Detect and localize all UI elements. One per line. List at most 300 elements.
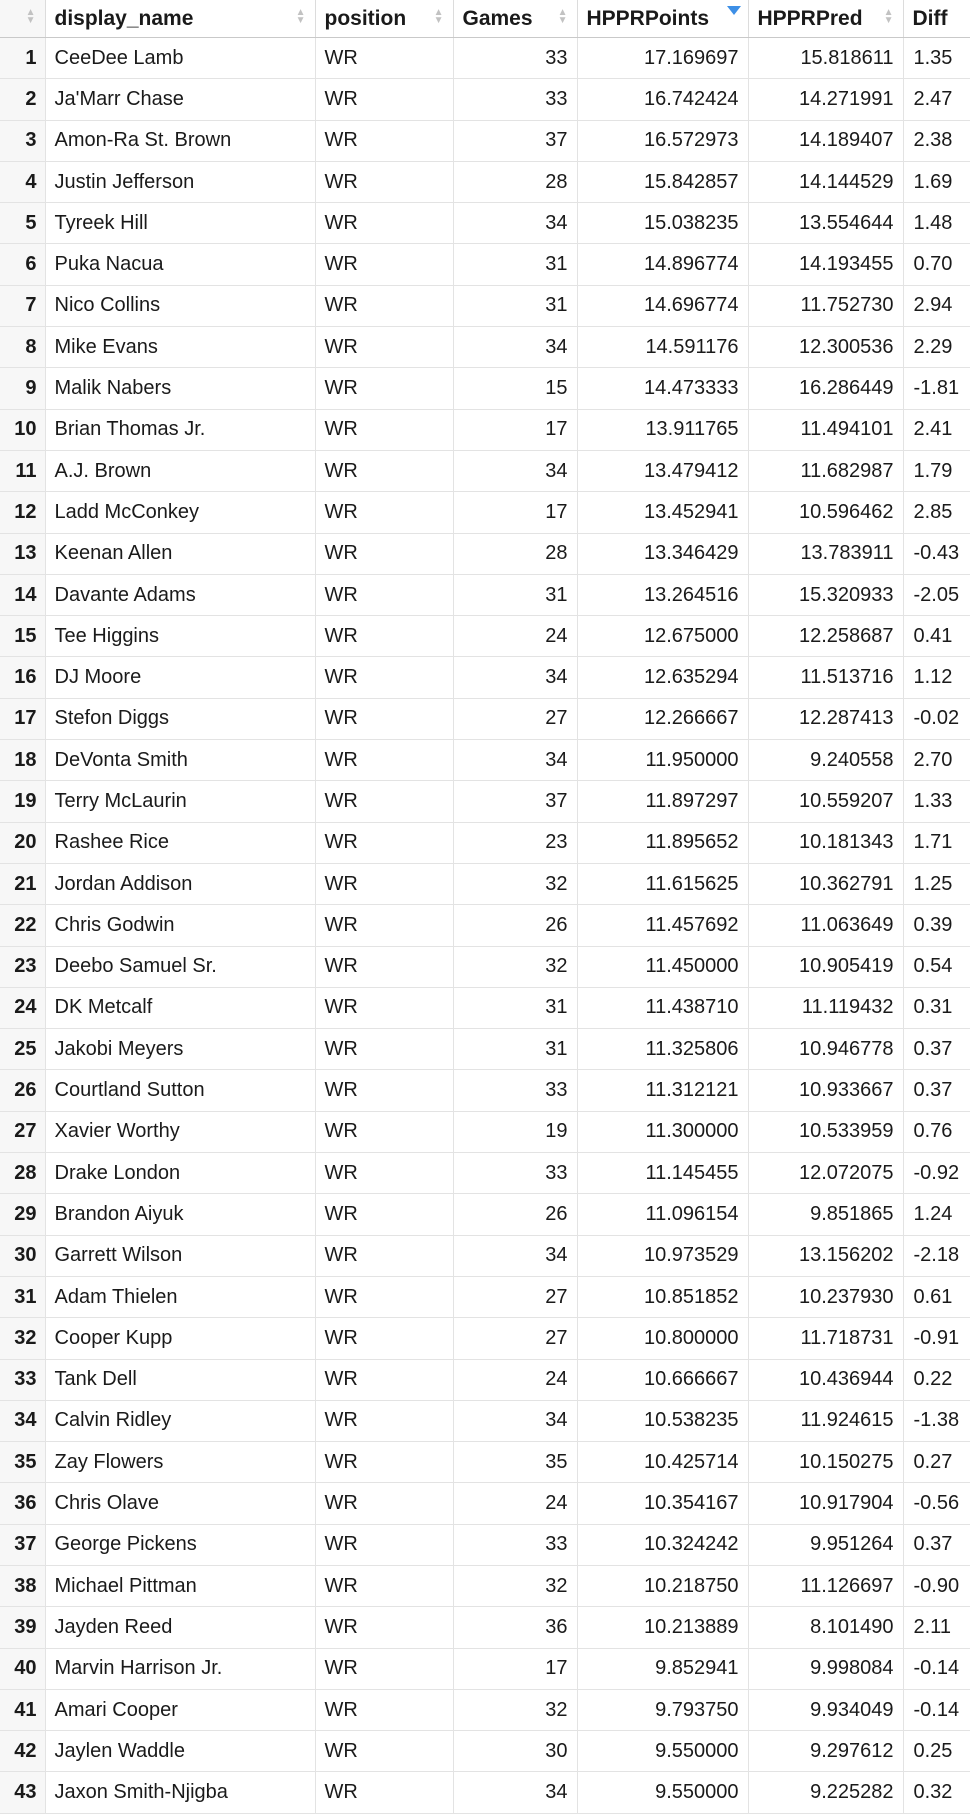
column-header-hpprpoints[interactable] bbox=[577, 0, 748, 38]
table-body bbox=[0, 38, 970, 1814]
cell-games: 37 bbox=[453, 120, 577, 161]
table-row[interactable] bbox=[0, 781, 970, 822]
cell-hpprpoints: 12.635294 bbox=[577, 657, 748, 698]
cell-hpprpoints: 11.438710 bbox=[577, 987, 748, 1028]
row-index-header[interactable] bbox=[0, 0, 45, 38]
cell-position: WR bbox=[315, 409, 453, 450]
cell-hpprpoints: 15.038235 bbox=[577, 203, 748, 244]
cell-diff: 2.11 bbox=[903, 1607, 970, 1648]
cell-hpprpoints: 10.324242 bbox=[577, 1524, 748, 1565]
cell-hpprpred: 15.818611 bbox=[748, 38, 903, 79]
cell-games: 34 bbox=[453, 450, 577, 491]
row-index: 26 bbox=[0, 1070, 45, 1111]
cell-position: WR bbox=[315, 616, 453, 657]
cell-hpprpoints: 14.696774 bbox=[577, 285, 748, 326]
table-row[interactable] bbox=[0, 38, 970, 79]
row-index: 13 bbox=[0, 533, 45, 574]
table-row[interactable] bbox=[0, 1318, 970, 1359]
column-header-label: Games bbox=[462, 6, 533, 30]
cell-hpprpred: 12.072075 bbox=[748, 1153, 903, 1194]
table-row[interactable] bbox=[0, 492, 970, 533]
column-header-label: HPPRPoints bbox=[586, 6, 710, 30]
cell-hpprpred: 9.851865 bbox=[748, 1194, 903, 1235]
cell-position: WR bbox=[315, 1276, 453, 1317]
cell-games: 31 bbox=[453, 574, 577, 615]
cell-games: 34 bbox=[453, 657, 577, 698]
cell-position: WR bbox=[315, 79, 453, 120]
cell-games: 33 bbox=[453, 1153, 577, 1194]
cell-hpprpred: 10.237930 bbox=[748, 1276, 903, 1317]
cell-diff: 2.29 bbox=[903, 327, 970, 368]
cell-hpprpred: 9.998084 bbox=[748, 1648, 903, 1689]
table-row[interactable] bbox=[0, 1442, 970, 1483]
cell-hpprpoints: 16.742424 bbox=[577, 79, 748, 120]
cell-display-name: Jordan Addison bbox=[45, 863, 315, 904]
cell-display-name: Nico Collins bbox=[45, 285, 315, 326]
cell-games: 27 bbox=[453, 1318, 577, 1359]
cell-display-name: Jaylen Waddle bbox=[45, 1731, 315, 1772]
cell-diff: -1.81 bbox=[903, 368, 970, 409]
cell-display-name: Stefon Diggs bbox=[45, 698, 315, 739]
cell-diff: 0.37 bbox=[903, 1070, 970, 1111]
table-row[interactable] bbox=[0, 1772, 970, 1813]
cell-games: 28 bbox=[453, 161, 577, 202]
cell-position: WR bbox=[315, 1648, 453, 1689]
row-index: 37 bbox=[0, 1524, 45, 1565]
table-row[interactable] bbox=[0, 244, 970, 285]
table-row[interactable] bbox=[0, 1607, 970, 1648]
cell-games: 24 bbox=[453, 1359, 577, 1400]
cell-position: WR bbox=[315, 905, 453, 946]
cell-hpprpred: 11.119432 bbox=[748, 987, 903, 1028]
cell-diff: -0.56 bbox=[903, 1483, 970, 1524]
cell-diff: 2.47 bbox=[903, 79, 970, 120]
cell-games: 34 bbox=[453, 203, 577, 244]
cell-display-name: Ladd McConkey bbox=[45, 492, 315, 533]
sort-descending-icon bbox=[727, 6, 741, 15]
cell-diff: 1.33 bbox=[903, 781, 970, 822]
cell-display-name: Amari Cooper bbox=[45, 1689, 315, 1730]
cell-hpprpoints: 10.218750 bbox=[577, 1565, 748, 1606]
cell-position: WR bbox=[315, 1731, 453, 1772]
cell-hpprpred: 11.494101 bbox=[748, 409, 903, 450]
cell-position: WR bbox=[315, 1194, 453, 1235]
cell-hpprpoints: 10.851852 bbox=[577, 1276, 748, 1317]
cell-hpprpred: 11.063649 bbox=[748, 905, 903, 946]
cell-display-name: Calvin Ridley bbox=[45, 1400, 315, 1441]
column-header-label: HPPRPred bbox=[757, 6, 863, 30]
row-index: 22 bbox=[0, 905, 45, 946]
cell-display-name: Brian Thomas Jr. bbox=[45, 409, 315, 450]
table-row[interactable] bbox=[0, 616, 970, 657]
cell-display-name: Puka Nacua bbox=[45, 244, 315, 285]
cell-hpprpred: 12.300536 bbox=[748, 327, 903, 368]
cell-hpprpred: 12.258687 bbox=[748, 616, 903, 657]
table-row[interactable] bbox=[0, 533, 970, 574]
cell-diff: -0.02 bbox=[903, 698, 970, 739]
cell-display-name: Tee Higgins bbox=[45, 616, 315, 657]
cell-display-name: George Pickens bbox=[45, 1524, 315, 1565]
cell-display-name: Malik Nabers bbox=[45, 368, 315, 409]
cell-display-name: Zay Flowers bbox=[45, 1442, 315, 1483]
table-row[interactable] bbox=[0, 203, 970, 244]
cell-hpprpred: 10.946778 bbox=[748, 1029, 903, 1070]
cell-position: WR bbox=[315, 1565, 453, 1606]
table-row[interactable] bbox=[0, 450, 970, 491]
cell-display-name: Michael Pittman bbox=[45, 1565, 315, 1606]
cell-diff: 0.27 bbox=[903, 1442, 970, 1483]
table-row[interactable] bbox=[0, 822, 970, 863]
cell-position: WR bbox=[315, 1318, 453, 1359]
cell-games: 35 bbox=[453, 1442, 577, 1483]
cell-display-name: Justin Jefferson bbox=[45, 161, 315, 202]
cell-diff: 0.54 bbox=[903, 946, 970, 987]
cell-hpprpred: 10.596462 bbox=[748, 492, 903, 533]
cell-games: 33 bbox=[453, 1070, 577, 1111]
cell-hpprpoints: 10.800000 bbox=[577, 1318, 748, 1359]
cell-games: 34 bbox=[453, 1400, 577, 1441]
cell-games: 31 bbox=[453, 987, 577, 1028]
row-index: 3 bbox=[0, 120, 45, 161]
cell-display-name: Adam Thielen bbox=[45, 1276, 315, 1317]
sort-icon: ▲ ▼ bbox=[883, 7, 894, 26]
cell-display-name: Amon-Ra St. Brown bbox=[45, 120, 315, 161]
cell-display-name: Terry McLaurin bbox=[45, 781, 315, 822]
row-index: 17 bbox=[0, 698, 45, 739]
cell-diff: 2.94 bbox=[903, 285, 970, 326]
cell-hpprpoints: 13.346429 bbox=[577, 533, 748, 574]
cell-diff: 0.76 bbox=[903, 1111, 970, 1152]
cell-hpprpred: 12.287413 bbox=[748, 698, 903, 739]
cell-display-name: Deebo Samuel Sr. bbox=[45, 946, 315, 987]
cell-hpprpred: 10.917904 bbox=[748, 1483, 903, 1524]
sort-icon: ▲ ▼ bbox=[557, 7, 568, 26]
cell-position: WR bbox=[315, 574, 453, 615]
row-index: 21 bbox=[0, 863, 45, 904]
cell-hpprpred: 11.924615 bbox=[748, 1400, 903, 1441]
cell-position: WR bbox=[315, 120, 453, 161]
column-header-label: position bbox=[324, 6, 407, 30]
cell-hpprpred: 16.286449 bbox=[748, 368, 903, 409]
cell-diff: 1.48 bbox=[903, 203, 970, 244]
cell-display-name: Xavier Worthy bbox=[45, 1111, 315, 1152]
cell-display-name: Tank Dell bbox=[45, 1359, 315, 1400]
cell-diff: 0.37 bbox=[903, 1524, 970, 1565]
cell-hpprpred: 8.101490 bbox=[748, 1607, 903, 1648]
cell-games: 31 bbox=[453, 244, 577, 285]
column-header-label: display_name bbox=[54, 6, 194, 30]
cell-hpprpoints: 10.425714 bbox=[577, 1442, 748, 1483]
table-row[interactable] bbox=[0, 1565, 970, 1606]
cell-display-name: DeVonta Smith bbox=[45, 740, 315, 781]
cell-position: WR bbox=[315, 1359, 453, 1400]
cell-games: 33 bbox=[453, 1524, 577, 1565]
cell-hpprpred: 11.126697 bbox=[748, 1565, 903, 1606]
table-row[interactable] bbox=[0, 863, 970, 904]
cell-games: 37 bbox=[453, 781, 577, 822]
cell-diff: 0.37 bbox=[903, 1029, 970, 1070]
cell-diff: 1.71 bbox=[903, 822, 970, 863]
table-row[interactable] bbox=[0, 1276, 970, 1317]
table-row[interactable] bbox=[0, 698, 970, 739]
row-index: 7 bbox=[0, 285, 45, 326]
table-row[interactable] bbox=[0, 1235, 970, 1276]
row-index: 35 bbox=[0, 1442, 45, 1483]
row-index: 31 bbox=[0, 1276, 45, 1317]
cell-hpprpred: 14.144529 bbox=[748, 161, 903, 202]
table-row[interactable] bbox=[0, 1689, 970, 1730]
cell-games: 27 bbox=[453, 698, 577, 739]
column-header-games[interactable] bbox=[453, 0, 577, 38]
cell-hpprpoints: 11.096154 bbox=[577, 1194, 748, 1235]
cell-diff: -0.91 bbox=[903, 1318, 970, 1359]
cell-diff: 1.79 bbox=[903, 450, 970, 491]
sort-icon: ▲ ▼ bbox=[25, 7, 36, 26]
cell-diff: 2.70 bbox=[903, 740, 970, 781]
row-index: 11 bbox=[0, 450, 45, 491]
cell-display-name: Ja'Marr Chase bbox=[45, 79, 315, 120]
cell-hpprpoints: 9.852941 bbox=[577, 1648, 748, 1689]
cell-games: 33 bbox=[453, 79, 577, 120]
cell-diff: 2.85 bbox=[903, 492, 970, 533]
table-row[interactable] bbox=[0, 285, 970, 326]
table-row[interactable] bbox=[0, 161, 970, 202]
table-row[interactable] bbox=[0, 1111, 970, 1152]
cell-diff: 0.70 bbox=[903, 244, 970, 285]
cell-position: WR bbox=[315, 1607, 453, 1648]
cell-position: WR bbox=[315, 1235, 453, 1276]
cell-hpprpoints: 12.675000 bbox=[577, 616, 748, 657]
cell-position: WR bbox=[315, 1400, 453, 1441]
row-index: 9 bbox=[0, 368, 45, 409]
cell-diff: 0.32 bbox=[903, 1772, 970, 1813]
cell-hpprpoints: 13.264516 bbox=[577, 574, 748, 615]
sort-icon: ▲ ▼ bbox=[433, 7, 444, 26]
cell-display-name: Jayden Reed bbox=[45, 1607, 315, 1648]
cell-position: WR bbox=[315, 657, 453, 698]
cell-diff: 2.38 bbox=[903, 120, 970, 161]
sort-icon: ▲ ▼ bbox=[295, 7, 306, 26]
cell-position: WR bbox=[315, 987, 453, 1028]
cell-hpprpred: 10.150275 bbox=[748, 1442, 903, 1483]
cell-games: 34 bbox=[453, 1235, 577, 1276]
row-index: 20 bbox=[0, 822, 45, 863]
cell-hpprpoints: 11.312121 bbox=[577, 1070, 748, 1111]
row-index: 39 bbox=[0, 1607, 45, 1648]
cell-hpprpred: 9.951264 bbox=[748, 1524, 903, 1565]
cell-hpprpoints: 9.793750 bbox=[577, 1689, 748, 1730]
cell-hpprpoints: 13.452941 bbox=[577, 492, 748, 533]
cell-hpprpoints: 11.300000 bbox=[577, 1111, 748, 1152]
cell-hpprpred: 9.240558 bbox=[748, 740, 903, 781]
cell-hpprpoints: 11.145455 bbox=[577, 1153, 748, 1194]
cell-games: 26 bbox=[453, 905, 577, 946]
table-row[interactable] bbox=[0, 368, 970, 409]
row-index: 16 bbox=[0, 657, 45, 698]
cell-display-name: DK Metcalf bbox=[45, 987, 315, 1028]
table-row[interactable] bbox=[0, 1070, 970, 1111]
table-row[interactable] bbox=[0, 1400, 970, 1441]
table-row[interactable] bbox=[0, 120, 970, 161]
cell-display-name: DJ Moore bbox=[45, 657, 315, 698]
cell-display-name: Chris Olave bbox=[45, 1483, 315, 1524]
cell-hpprpoints: 9.550000 bbox=[577, 1772, 748, 1813]
cell-hpprpred: 14.193455 bbox=[748, 244, 903, 285]
row-index: 10 bbox=[0, 409, 45, 450]
table-row[interactable] bbox=[0, 657, 970, 698]
table-row[interactable] bbox=[0, 946, 970, 987]
cell-display-name: A.J. Brown bbox=[45, 450, 315, 491]
table-row[interactable] bbox=[0, 79, 970, 120]
cell-games: 15 bbox=[453, 368, 577, 409]
cell-hpprpoints: 11.457692 bbox=[577, 905, 748, 946]
cell-hpprpoints: 10.666667 bbox=[577, 1359, 748, 1400]
cell-hpprpoints: 15.842857 bbox=[577, 161, 748, 202]
cell-display-name: Cooper Kupp bbox=[45, 1318, 315, 1359]
cell-games: 34 bbox=[453, 327, 577, 368]
table-row[interactable] bbox=[0, 1731, 970, 1772]
cell-display-name: Marvin Harrison Jr. bbox=[45, 1648, 315, 1689]
cell-games: 36 bbox=[453, 1607, 577, 1648]
cell-games: 26 bbox=[453, 1194, 577, 1235]
row-index: 28 bbox=[0, 1153, 45, 1194]
cell-hpprpoints: 14.473333 bbox=[577, 368, 748, 409]
row-index: 19 bbox=[0, 781, 45, 822]
column-header-diff[interactable] bbox=[903, 0, 970, 38]
cell-games: 30 bbox=[453, 1731, 577, 1772]
column-header-hpprpred[interactable] bbox=[748, 0, 903, 38]
cell-games: 28 bbox=[453, 533, 577, 574]
cell-hpprpoints: 16.572973 bbox=[577, 120, 748, 161]
cell-hpprpoints: 11.450000 bbox=[577, 946, 748, 987]
cell-diff: 1.12 bbox=[903, 657, 970, 698]
table-row[interactable] bbox=[0, 1153, 970, 1194]
cell-hpprpoints: 11.325806 bbox=[577, 1029, 748, 1070]
cell-diff: 0.25 bbox=[903, 1731, 970, 1772]
cell-position: WR bbox=[315, 1442, 453, 1483]
cell-hpprpred: 13.156202 bbox=[748, 1235, 903, 1276]
cell-position: WR bbox=[315, 368, 453, 409]
cell-display-name: Brandon Aiyuk bbox=[45, 1194, 315, 1235]
row-index: 32 bbox=[0, 1318, 45, 1359]
table-row[interactable] bbox=[0, 905, 970, 946]
cell-display-name: Courtland Sutton bbox=[45, 1070, 315, 1111]
row-index: 1 bbox=[0, 38, 45, 79]
cell-diff: 1.69 bbox=[903, 161, 970, 202]
table-row[interactable] bbox=[0, 1648, 970, 1689]
cell-hpprpoints: 11.895652 bbox=[577, 822, 748, 863]
cell-display-name: Keenan Allen bbox=[45, 533, 315, 574]
cell-games: 23 bbox=[453, 822, 577, 863]
row-index: 23 bbox=[0, 946, 45, 987]
cell-hpprpoints: 13.911765 bbox=[577, 409, 748, 450]
cell-diff: -1.38 bbox=[903, 1400, 970, 1441]
cell-display-name: Rashee Rice bbox=[45, 822, 315, 863]
cell-position: WR bbox=[315, 1029, 453, 1070]
row-index: 2 bbox=[0, 79, 45, 120]
cell-diff: 1.25 bbox=[903, 863, 970, 904]
cell-games: 31 bbox=[453, 285, 577, 326]
column-header-position[interactable] bbox=[315, 0, 453, 38]
cell-games: 27 bbox=[453, 1276, 577, 1317]
table-row[interactable] bbox=[0, 1359, 970, 1400]
table-row[interactable] bbox=[0, 740, 970, 781]
row-index: 8 bbox=[0, 327, 45, 368]
cell-games: 32 bbox=[453, 1565, 577, 1606]
row-index: 14 bbox=[0, 574, 45, 615]
table-row[interactable] bbox=[0, 1524, 970, 1565]
cell-games: 32 bbox=[453, 1689, 577, 1730]
cell-hpprpred: 14.189407 bbox=[748, 120, 903, 161]
table-row[interactable] bbox=[0, 409, 970, 450]
cell-display-name: CeeDee Lamb bbox=[45, 38, 315, 79]
cell-diff: -0.14 bbox=[903, 1689, 970, 1730]
cell-hpprpred: 10.362791 bbox=[748, 863, 903, 904]
cell-diff: 0.41 bbox=[903, 616, 970, 657]
table-row[interactable] bbox=[0, 1029, 970, 1070]
cell-display-name: Tyreek Hill bbox=[45, 203, 315, 244]
row-index: 24 bbox=[0, 987, 45, 1028]
cell-hpprpred: 13.554644 bbox=[748, 203, 903, 244]
table-row[interactable] bbox=[0, 1483, 970, 1524]
cell-hpprpred: 15.320933 bbox=[748, 574, 903, 615]
cell-hpprpred: 10.559207 bbox=[748, 781, 903, 822]
cell-games: 34 bbox=[453, 740, 577, 781]
cell-games: 24 bbox=[453, 616, 577, 657]
cell-position: WR bbox=[315, 1111, 453, 1152]
cell-hpprpred: 13.783911 bbox=[748, 533, 903, 574]
row-index: 38 bbox=[0, 1565, 45, 1606]
cell-position: WR bbox=[315, 203, 453, 244]
column-header-label: Diff bbox=[912, 6, 948, 30]
cell-hpprpred: 11.682987 bbox=[748, 450, 903, 491]
cell-position: WR bbox=[315, 1153, 453, 1194]
cell-hpprpred: 11.513716 bbox=[748, 657, 903, 698]
cell-position: WR bbox=[315, 946, 453, 987]
cell-games: 17 bbox=[453, 409, 577, 450]
cell-games: 32 bbox=[453, 863, 577, 904]
column-header-display-name[interactable] bbox=[45, 0, 315, 38]
cell-position: WR bbox=[315, 450, 453, 491]
cell-display-name: Chris Godwin bbox=[45, 905, 315, 946]
cell-hpprpoints: 17.169697 bbox=[577, 38, 748, 79]
cell-games: 32 bbox=[453, 946, 577, 987]
cell-hpprpred: 14.271991 bbox=[748, 79, 903, 120]
cell-hpprpred: 9.934049 bbox=[748, 1689, 903, 1730]
cell-hpprpoints: 9.550000 bbox=[577, 1731, 748, 1772]
cell-games: 24 bbox=[453, 1483, 577, 1524]
row-index: 5 bbox=[0, 203, 45, 244]
cell-position: WR bbox=[315, 822, 453, 863]
table-row[interactable] bbox=[0, 987, 970, 1028]
table-row[interactable] bbox=[0, 327, 970, 368]
cell-hpprpred: 10.533959 bbox=[748, 1111, 903, 1152]
cell-hpprpoints: 11.950000 bbox=[577, 740, 748, 781]
row-index: 27 bbox=[0, 1111, 45, 1152]
cell-games: 33 bbox=[453, 38, 577, 79]
row-index: 6 bbox=[0, 244, 45, 285]
table-row[interactable] bbox=[0, 1194, 970, 1235]
cell-hpprpred: 9.225282 bbox=[748, 1772, 903, 1813]
cell-hpprpred: 10.933667 bbox=[748, 1070, 903, 1111]
table-row[interactable] bbox=[0, 574, 970, 615]
cell-diff: 0.22 bbox=[903, 1359, 970, 1400]
cell-hpprpoints: 12.266667 bbox=[577, 698, 748, 739]
cell-position: WR bbox=[315, 1483, 453, 1524]
row-index: 34 bbox=[0, 1400, 45, 1441]
cell-position: WR bbox=[315, 38, 453, 79]
cell-hpprpoints: 14.591176 bbox=[577, 327, 748, 368]
